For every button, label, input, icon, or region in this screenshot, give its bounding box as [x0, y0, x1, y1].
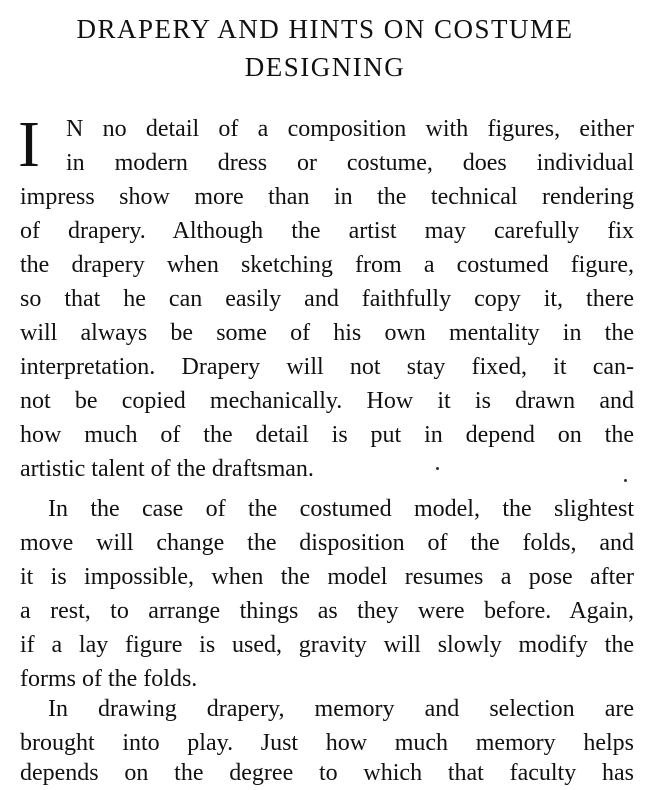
chapter-title-line-2: DESIGNING: [244, 52, 406, 82]
paragraph-2-line-4: a rest, to arrange things as they were before. Again,: [20, 598, 634, 624]
paragraph-1-line-1: N no detail of a composition with figures, either: [66, 116, 634, 142]
drop-cap: I: [18, 108, 40, 181]
print-speck: [436, 467, 439, 470]
paragraph-1-line-3: impress show more than in the technical rendering: [20, 184, 634, 210]
paragraph-3-line-1: In drawing drapery, memory and selection are: [48, 696, 634, 722]
paragraph-1-line-9: not be copied mechanically. How it is drawn and: [20, 388, 634, 414]
paragraph-1-line-4: of drapery. Although the artist may carefully fix: [20, 218, 634, 244]
paragraph-2-line-1: In the case of the costumed model, the slightest: [48, 496, 634, 522]
paragraph-2-line-6: forms of the folds.: [20, 666, 198, 692]
paragraph-1-line-8: interpretation. Drapery will not stay fixed, it can-: [20, 354, 634, 380]
chapter-title-line-1: DRAPERY AND HINTS ON COSTUME: [76, 14, 574, 44]
paragraph-1-line-11: artistic talent of the draftsman.: [20, 456, 314, 482]
paragraph-2-line-2: move will change the disposition of the folds, and: [20, 530, 634, 556]
paragraph-1-line-7: will always be some of his own mentality in the: [20, 320, 634, 346]
paragraph-1-line-10: how much of the detail is put in depend on the: [20, 422, 634, 448]
paragraph-2-line-5: if a lay figure is used, gravity will slowly modify the: [20, 632, 634, 658]
print-speck: [624, 479, 627, 482]
paragraph-1-line-2: in modern dress or costume, does individual: [66, 150, 634, 176]
paragraph-1-line-6: so that he can easily and faithfully copy it, there: [20, 286, 634, 312]
paragraph-1-line-5: the drapery when sketching from a costumed figure,: [20, 252, 634, 278]
paragraph-2-line-3: it is impossible, when the model resumes a pose after: [20, 564, 634, 590]
paragraph-3-line-2: brought into play. Just how much memory helps: [20, 730, 634, 756]
paragraph-3-line-3: depends on the degree to which that faculty has: [20, 760, 634, 786]
